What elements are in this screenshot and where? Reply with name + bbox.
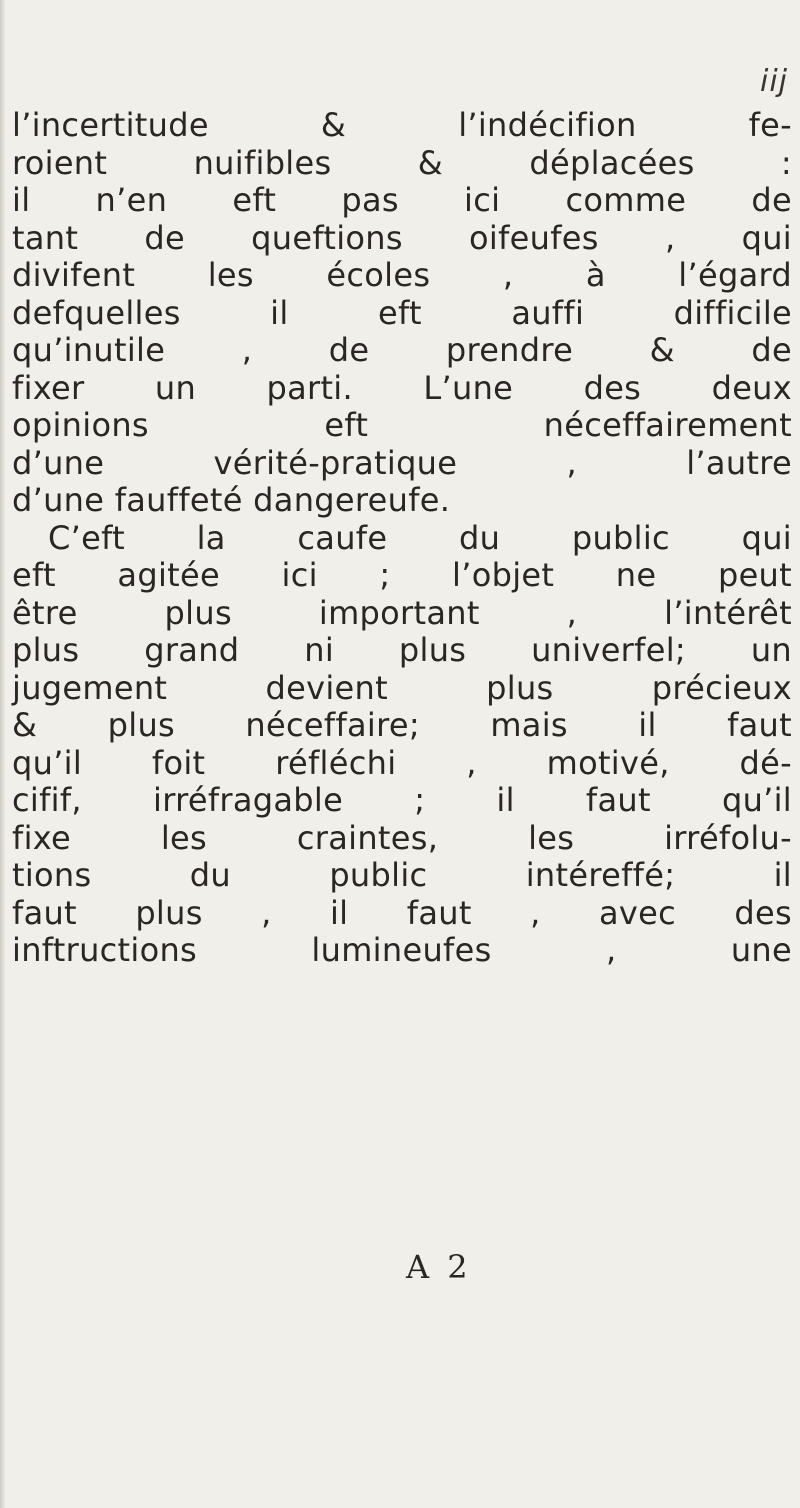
text-line-12: C’eft la caufe du public qui: [48, 518, 792, 557]
text-line-2: roient nuifibles & déplacées :: [12, 143, 792, 182]
page-folio: iij: [760, 64, 789, 99]
text-line-14: être plus important , l’intérêt: [12, 593, 792, 632]
text-line-4: tant de queftions oifeufes , qui: [12, 218, 792, 257]
text-line-17: & plus néceffaire; mais il faut: [12, 706, 792, 744]
signature-mark: A 2: [406, 1248, 472, 1286]
text-line-23: inftructions lumineufes , une: [12, 931, 792, 969]
text-line-9: opinions eft néceffairement: [12, 406, 792, 444]
text-line-5: divifent les écoles , à l’égard: [12, 256, 792, 294]
text-line-7: qu’inutile , de prendre & de: [12, 331, 792, 369]
text-line-21: tions du public intéreffé; il: [12, 856, 792, 894]
text-line-15: plus grand ni plus univerfel; un: [12, 631, 792, 669]
text-line-20: fixe les craintes, les irréfolu-: [12, 818, 792, 857]
text-line-8: fixer un parti. L’une des deux: [12, 368, 792, 407]
body-text: [12, 107, 792, 970]
text-line-1: l’incertitude & l’indécifion fe-: [12, 106, 792, 144]
text-line-6: defquelles il eft auffi difficile: [12, 293, 792, 332]
text-line-18: qu’il foit réfléchi , motivé, dé-: [12, 743, 792, 782]
text-line-16: jugement devient plus précieux: [12, 668, 792, 707]
text-line-19: cifif, irréfragable ; il faut qu’il: [12, 781, 792, 819]
text-line-10: d’une vérité-pratique , l’autre: [12, 443, 792, 482]
text-line-22: faut plus , il faut , avec des: [12, 893, 792, 932]
text-line-13: eft agitée ici ; l’objet ne peut: [12, 556, 792, 594]
text-line-11: d’une fauffeté dangereufe.: [12, 481, 451, 519]
text-line-3: il n’en eft pas ici comme de: [12, 181, 792, 219]
binding-edge: [0, 0, 6, 1508]
